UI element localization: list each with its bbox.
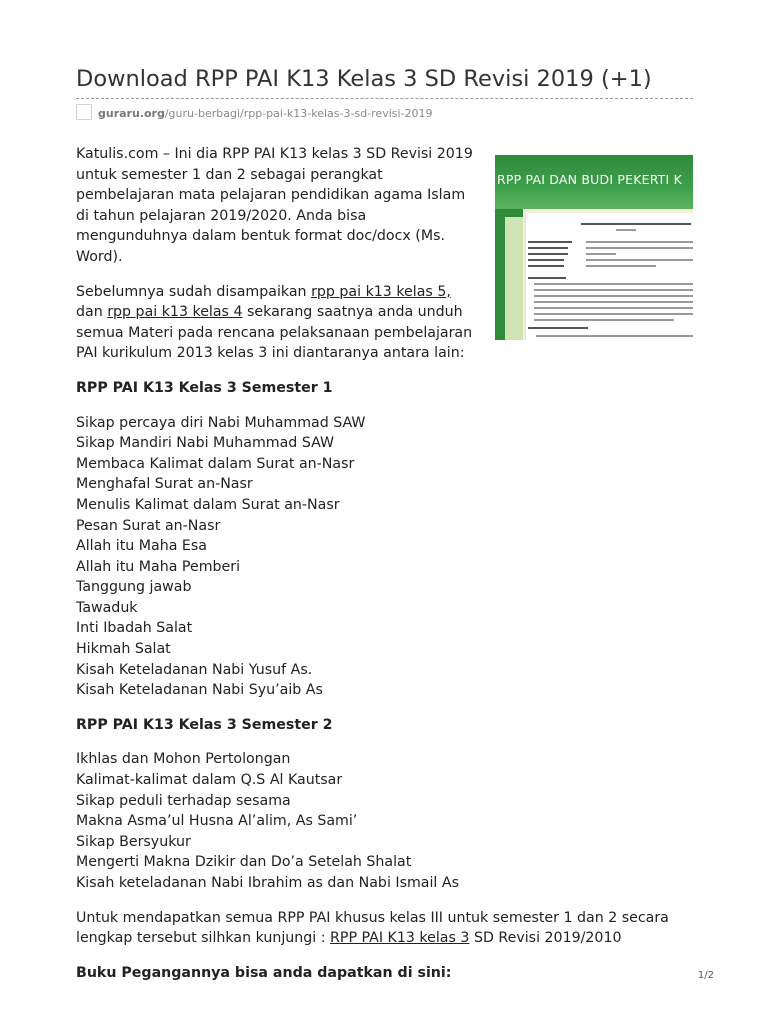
title-divider — [76, 98, 693, 99]
intro-paragraph: Katulis.com – Ini dia RPP PAI K13 kelas 3 SD Revisi 2019 untuk semester 1 dan 2 sebagai perangkat pembelajaran mata pelajaran pendidikan agama Islam di tahun pelajaran 2019/2020. Anda bisa mengunduhnya dalam bentuk format doc/docx (Ms. Word). — [76, 146, 473, 265]
article-body — [76, 144, 693, 983]
semester-2-heading: RPP PAI K13 Kelas 3 Semester 2 — [76, 716, 333, 733]
list-item: Menulis Kalimat dalam Surat an-Nasr — [76, 496, 340, 513]
list-item: Kisah keteladanan Nabi Ibrahim as dan Nabi Ismail As — [76, 875, 459, 891]
source-domain: guraru.org — [98, 107, 165, 120]
list-item: Ikhlas dan Mohon Pertolongan — [76, 751, 291, 768]
list-item: Makna Asma’ul Husna Al’alim, As Sami’ — [76, 813, 358, 830]
link-rpp-pai-kelas-3[interactable]: RPP PAI K13 kelas 3 — [330, 930, 470, 947]
list-item: Sikap Bersyukur — [76, 833, 191, 850]
semester-1-heading: RPP PAI K13 Kelas 3 Semester 1 — [76, 379, 333, 396]
list-item: Kisah Keteladanan Nabi Syu’aib As — [76, 682, 323, 699]
semester-1-list — [76, 413, 693, 701]
semester-2-list — [76, 749, 693, 893]
list-item: Allah itu Maha Pemberi — [76, 558, 241, 575]
list-item: Tawaduk — [76, 599, 138, 616]
list-item: Kalimat-kalimat dalam Q.S Al Kautsar — [76, 772, 343, 789]
favicon-icon — [76, 104, 92, 120]
list-item: Hikmah Salat — [76, 641, 171, 658]
thumbnail-title: RPP PAI DAN BUDI PEKERTI K — [497, 172, 682, 187]
list-item: Menghafal Surat an-Nasr — [76, 476, 253, 493]
intro-paragraph-links: Sebelumnya sudah disampaikan rpp pai k13 kelas 5, dan rpp pai k13 kelas 4 sekarang saatnya anda unduh semua Materi pada rencana pelaksanaan pembelajaran PAI kurikulum 2013 kelas 3 ini diantaranya antara lain: — [76, 283, 473, 362]
list-item: Allah itu Maha Esa — [76, 538, 207, 555]
list-item: Sikap peduli terhadap sesama — [76, 792, 291, 809]
source-path: /guru-berbagi/rpp-pai-k13-kelas-3-sd-revisi-2019 — [164, 107, 433, 120]
list-item: Sikap Mandiri Nabi Muhammad SAW — [76, 435, 335, 452]
list-item: Kisah Keteladanan Nabi Yusuf As. — [76, 661, 313, 678]
list-item: Sikap percaya diri Nabi Muhammad SAW — [76, 414, 366, 431]
list-item: Mengerti Makna Dzikir dan Do’a Setelah Shalat — [76, 854, 412, 871]
list-item: Membaca Kalimat dalam Surat an-Nasr — [76, 455, 355, 472]
link-rpp-pai-kelas-4[interactable]: rpp pai k13 kelas 4 — [107, 304, 243, 321]
book-heading: Buku Pegangannya bisa anda dapatkan di sini: — [76, 964, 452, 981]
outro-paragraph: Untuk mendapatkan semua RPP PAI khusus kelas III untuk semester 1 dan 2 secara lengkap tersebut silhkan kunjungi : RPP PAI K13 kelas 3 SD Revisi 2019/2010 — [76, 909, 669, 947]
page-title: Download RPP PAI K13 Kelas 3 SD Revisi 2019 (+1) — [76, 66, 652, 92]
list-item: Pesan Surat an-Nasr — [76, 517, 221, 534]
link-rpp-pai-kelas-5[interactable]: rpp pai k13 kelas 5, — [311, 283, 451, 300]
source-url[interactable] — [76, 104, 433, 122]
list-item: Tanggung jawab — [76, 579, 192, 596]
list-item: Inti Ibadah Salat — [76, 620, 193, 637]
page-number: 1/2 — [697, 970, 714, 981]
